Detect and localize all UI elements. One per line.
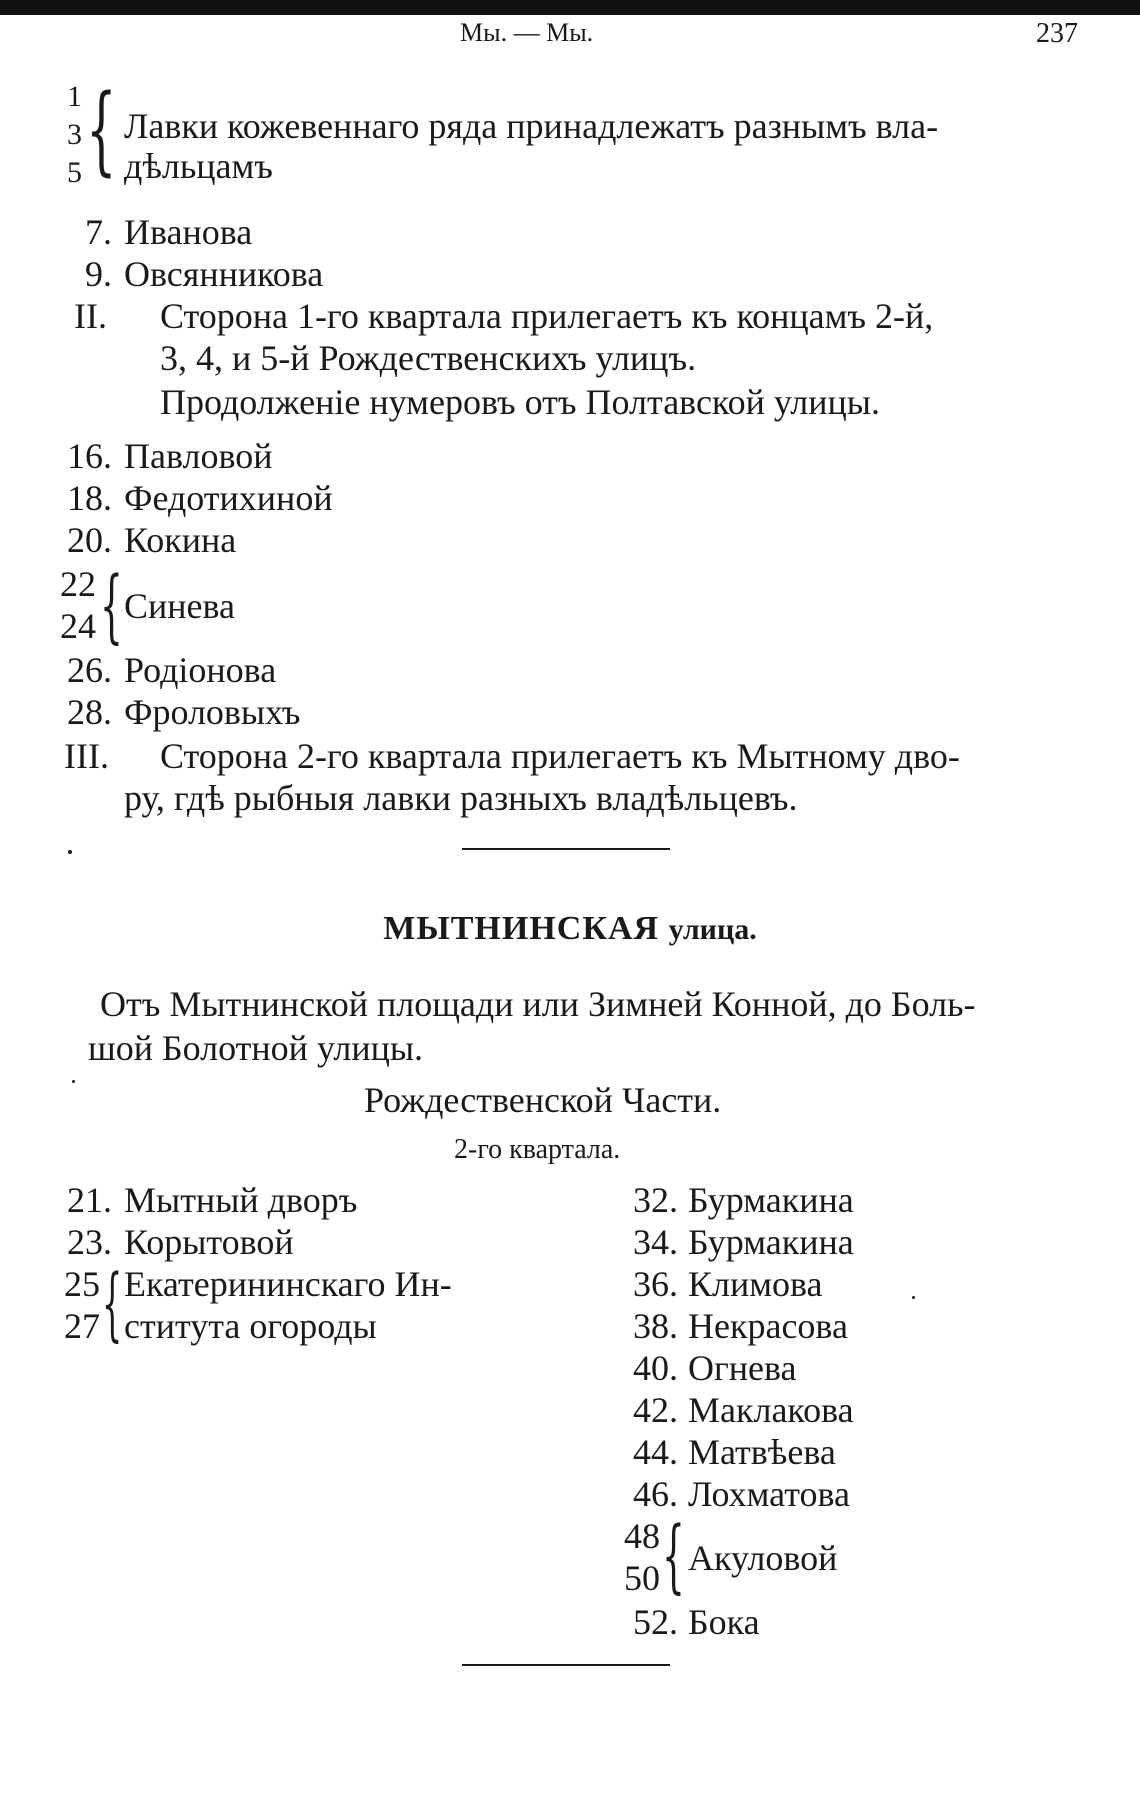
entry-number: 7. — [85, 212, 112, 252]
entry-number: 48 — [624, 1516, 660, 1556]
section-text: Сторона 1-го квартала прилегаетъ къ концамъ 2-й, — [160, 296, 934, 336]
entry-name: Мытный дворъ — [124, 1180, 358, 1220]
entry-number: 46. — [633, 1474, 678, 1514]
district-subheading: Рождественской Части. — [364, 1080, 722, 1120]
entry-name: Бурмакина — [688, 1222, 854, 1262]
entry-number: 27 — [64, 1306, 100, 1346]
section-roman-numeral: II. — [74, 296, 107, 336]
top-border-bar — [0, 0, 1140, 15]
entry-name: Павловой — [124, 436, 273, 476]
entry-name: Матвѣева — [688, 1432, 836, 1472]
entry-number: 21. — [67, 1180, 112, 1220]
curly-brace-icon: { — [662, 1509, 685, 1602]
street-heading — [0, 910, 1140, 948]
entry-number: 26. — [67, 650, 112, 690]
entry-number: 1 — [67, 80, 82, 113]
section-text: Продолженіе нумеровъ отъ Полтавской улицы. — [160, 382, 880, 422]
curly-brace-icon: { — [102, 1257, 123, 1350]
speck — [912, 1296, 915, 1299]
entry-name: Синева — [124, 586, 236, 626]
entry-number: 50 — [624, 1558, 660, 1598]
speck — [72, 1080, 75, 1083]
entry-number: 18. — [67, 478, 112, 518]
street-name: МЫТНИНСКАЯ — [383, 910, 660, 947]
section-divider — [462, 1664, 670, 1666]
entry-name: Огнева — [688, 1348, 797, 1388]
running-head-title: Мы. — Мы. — [460, 18, 594, 47]
quarter-subheading: 2-го квартала. — [454, 1134, 621, 1165]
entry-number: 9. — [85, 254, 112, 294]
entry-number: 38. — [633, 1306, 678, 1346]
entry-name: Акуловой — [688, 1538, 838, 1578]
entry-number: 40. — [633, 1348, 678, 1388]
entry-name: Екатерининскаго Ин- — [124, 1264, 452, 1304]
entry-number: 20. — [67, 520, 112, 560]
entry-name: Некрасова — [688, 1306, 848, 1346]
entry-number: 16. — [67, 436, 112, 476]
section-text: Сторона 2-го квартала прилегаетъ къ Мытному дво- — [160, 736, 960, 776]
entry-number: 34. — [633, 1222, 678, 1262]
entry-number: 32. — [633, 1180, 678, 1220]
entry-name: ститута огороды — [124, 1306, 377, 1346]
section-text: 3, 4, и 5-й Рождественскихъ улицъ. — [160, 338, 697, 378]
section-text: ру, гдѣ рыбныя лавки разныхъ владѣльцевъ. — [124, 778, 798, 818]
entry-name: Корытовой — [124, 1222, 294, 1262]
entry-name: Кокина — [124, 520, 237, 560]
entry-name: Иванова — [124, 212, 253, 252]
entry-name: Фроловыхъ — [124, 692, 301, 732]
entry-text: дѣльцамъ — [124, 146, 273, 186]
entry-number: 3 — [67, 118, 82, 151]
entry-number: 42. — [633, 1390, 678, 1430]
entry-name: Федотихиной — [124, 478, 333, 518]
entry-text: Лавки кожевеннаго ряда принадлежатъ разнымъ вла- — [124, 106, 939, 146]
entry-number: 44. — [633, 1432, 678, 1472]
entry-number: 5 — [67, 156, 82, 189]
entry-number: 52. — [633, 1602, 678, 1642]
entry-name: Климова — [688, 1264, 823, 1304]
entry-name: Овсянникова — [124, 254, 324, 294]
entry-number: 23. — [67, 1222, 112, 1262]
entry-name: Лохматова — [688, 1474, 850, 1514]
entry-name: Маклакова — [688, 1390, 854, 1430]
curly-brace-icon: { — [86, 74, 117, 186]
section-divider — [462, 848, 670, 850]
entry-number: 36. — [633, 1264, 678, 1304]
speck — [68, 850, 72, 854]
entry-number: 24 — [60, 606, 96, 646]
curly-brace-icon: { — [100, 559, 123, 652]
entry-name: Родіонова — [124, 650, 277, 690]
running-head — [0, 18, 1140, 50]
street-type: улица. — [668, 913, 757, 946]
entry-name: Бурмакина — [688, 1180, 854, 1220]
page-number: 237 — [1036, 18, 1078, 49]
entry-name: Бока — [688, 1602, 760, 1642]
intro-text: Отъ Мытнинской площади или Зимней Конной, до Боль- — [100, 984, 976, 1024]
entry-number: 25 — [64, 1264, 100, 1304]
entry-number: 28. — [67, 692, 112, 732]
entry-number: 22 — [60, 564, 96, 604]
intro-text: шой Болотной улицы. — [88, 1028, 424, 1068]
section-roman-numeral: III. — [64, 736, 109, 776]
